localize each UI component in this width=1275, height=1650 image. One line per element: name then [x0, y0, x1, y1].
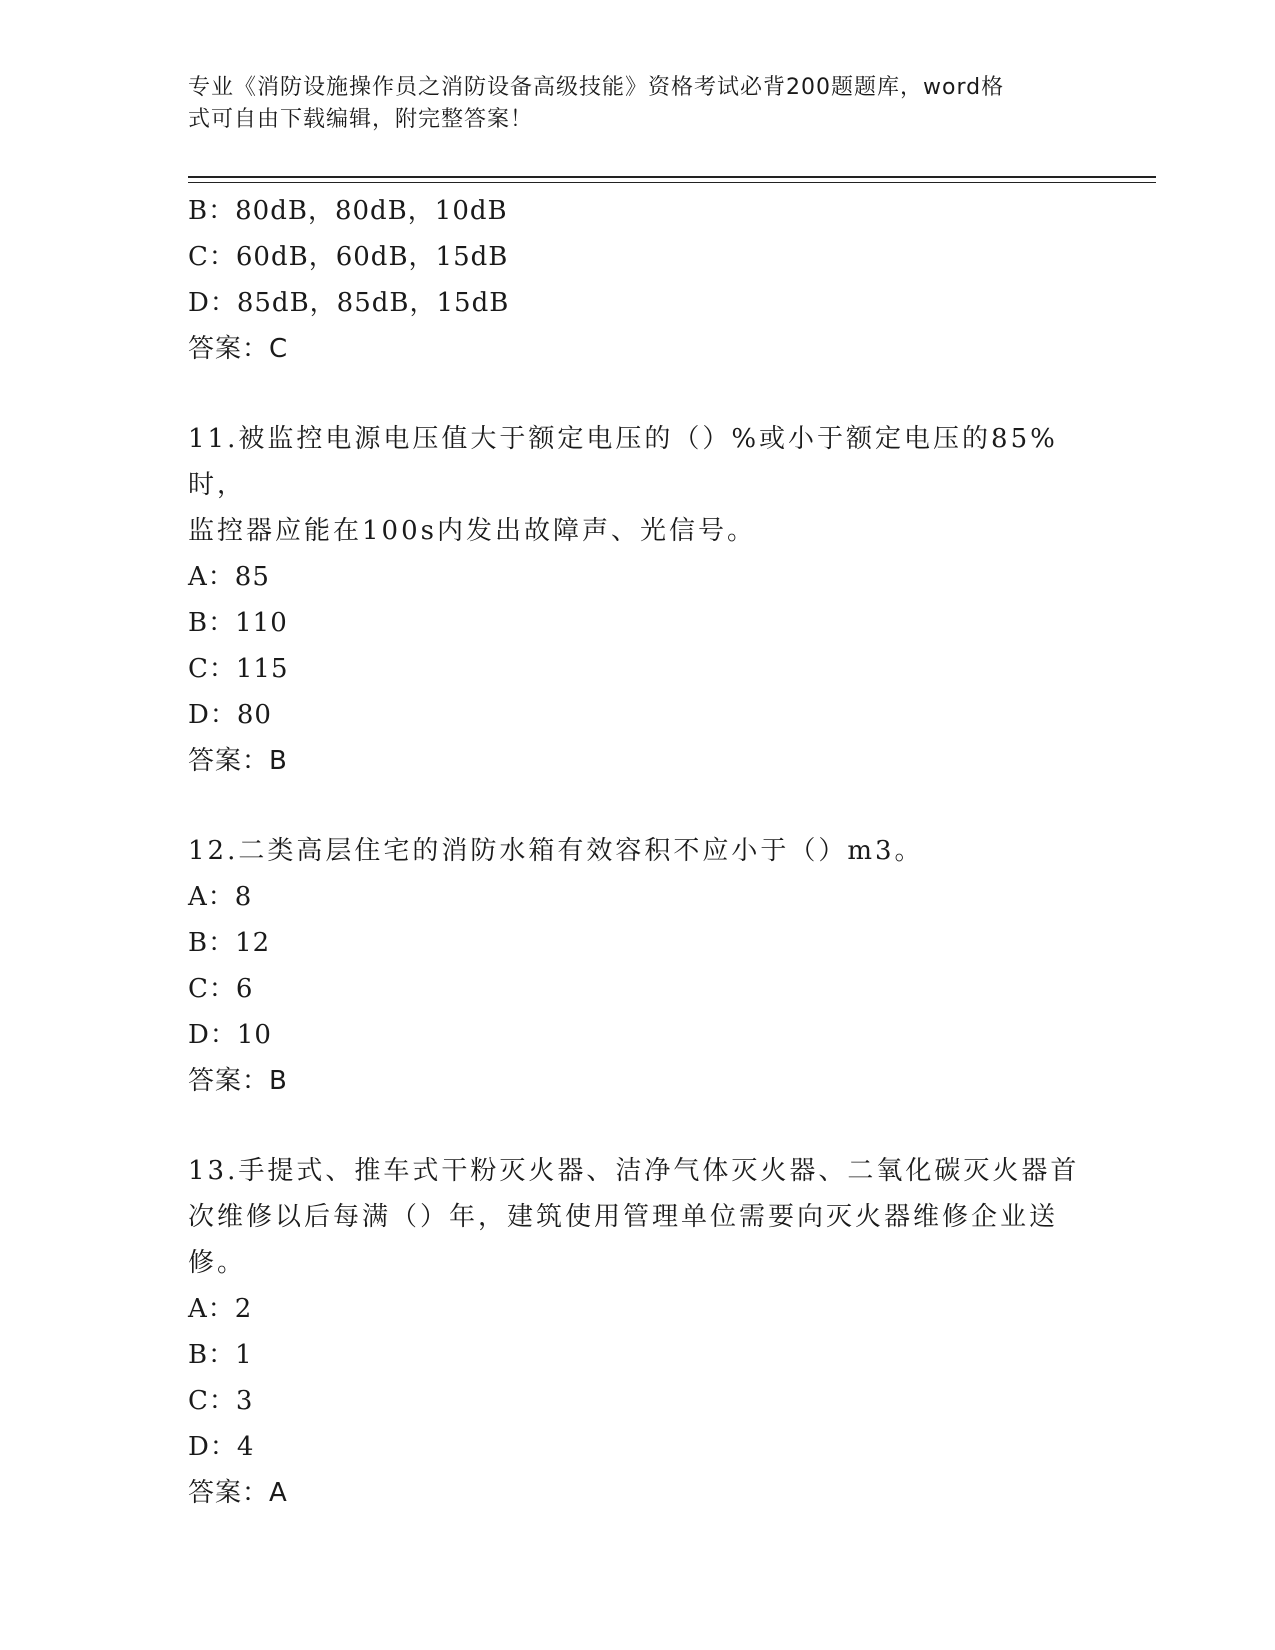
- answer-line: 答案：B: [188, 746, 288, 776]
- spacer: [188, 784, 1088, 828]
- question-block-12: [188, 828, 1088, 1104]
- option-line: D：10: [188, 1020, 272, 1050]
- option-line: A：2: [188, 1294, 253, 1324]
- question-list: [188, 188, 1088, 1516]
- header-line-1: 专业《消防设施操作员之消防设备高级技能》资格考试必背200题题库，word格: [188, 75, 1005, 100]
- answer-line: 答案：A: [188, 1478, 288, 1508]
- option-line: C：6: [188, 974, 254, 1004]
- option-line: D：4: [188, 1432, 255, 1462]
- option-line: C：60dB，60dB，15dB: [188, 242, 509, 272]
- question-text-line: 监控器应能在100s内发出故障声、光信号。: [188, 516, 756, 546]
- option-line: A：8: [188, 882, 253, 912]
- question-block-previous: [188, 188, 1088, 372]
- question-block-13: [188, 1148, 1088, 1516]
- option-line: A：85: [188, 562, 270, 592]
- option-line: C：115: [188, 654, 289, 684]
- answer-line: 答案：C: [188, 334, 289, 364]
- option-line: B：110: [188, 608, 288, 638]
- question-text-line: 11.被监控电源电压值大于额定电压的（）%或小于额定电压的85%时，: [188, 424, 1058, 500]
- header-divider-thick: [188, 176, 1156, 178]
- question-text-line: 12.二类高层住宅的消防水箱有效容积不应小于（）m3。: [188, 836, 924, 866]
- question-text-line: 13.手提式、推车式干粉灭火器、洁净气体灭火器、二氧化碳灭火器首: [188, 1156, 1080, 1186]
- answer-line: 答案：B: [188, 1066, 288, 1096]
- option-line: B：80dB，80dB，10dB: [188, 196, 508, 226]
- option-line: B：12: [188, 928, 271, 958]
- option-line: D：80: [188, 700, 272, 730]
- question-text-line: 修。: [188, 1248, 247, 1278]
- question-text-line: 次维修以后每满（）年，建筑使用管理单位需要向灭火器维修企业送: [188, 1202, 1059, 1232]
- option-line: D：85dB，85dB，15dB: [188, 288, 510, 318]
- document-header: [188, 72, 1068, 136]
- spacer: [188, 1104, 1088, 1148]
- header-line-2: 式可自由下载编辑，附完整答案！: [188, 107, 534, 132]
- header-divider-thin: [188, 182, 1156, 183]
- question-block-11: [188, 416, 1088, 784]
- spacer: [188, 372, 1088, 416]
- option-line: B：1: [188, 1340, 253, 1370]
- option-line: C：3: [188, 1386, 254, 1416]
